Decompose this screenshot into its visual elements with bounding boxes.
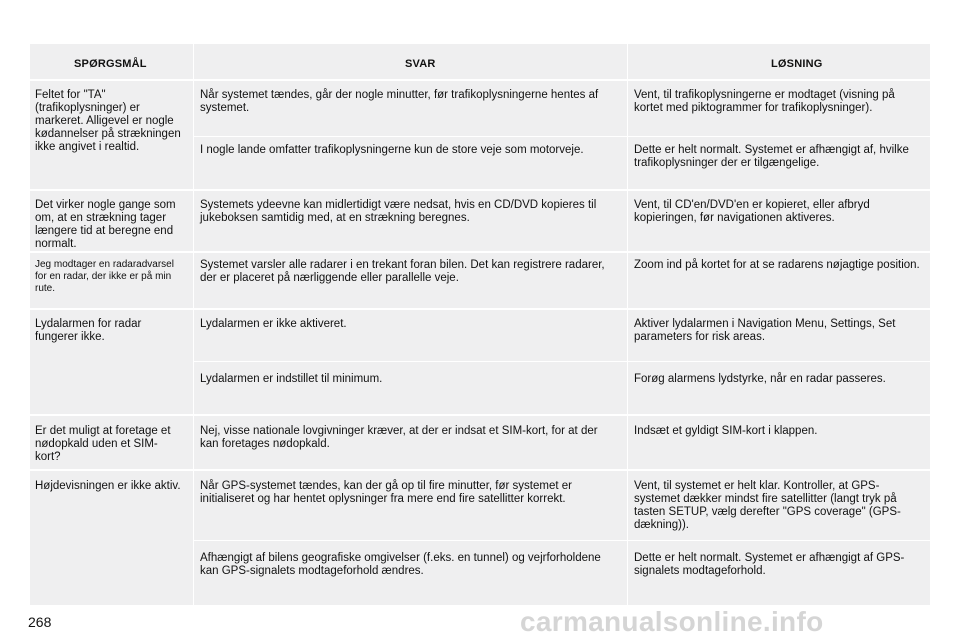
header-answer: SVAR (405, 58, 436, 70)
row-divider (30, 308, 930, 310)
solution-cell: Aktiver lydalarmen i Navigation Menu, Settings, Set parameters for risk areas. (634, 318, 896, 343)
header-solution: LØSNING (771, 58, 823, 70)
question-cell: Det virker nogle gange som om, at en strækning tager længere tid at beregne end normalt. (35, 199, 176, 250)
answer-cell: Lydalarmen er ikke aktiveret. (200, 318, 347, 330)
solution-cell: Forøg alarmens lydstyrke, når en radar passeres. (634, 373, 886, 385)
question-cell: Lydalarmen for radar fungerer ikke. (35, 318, 142, 343)
watermark: carmanualsonline.info (520, 606, 824, 637)
solution-cell: Dette er helt normalt. Systemet er afhængigt af GPS-signalets modtageforhold. (634, 552, 905, 577)
answer-cell: Afhængigt af bilens geografiske omgivelser (f.eks. en tunnel) og vejrforholdene kan GPS-signalets modtageforhold ændres. (200, 552, 601, 577)
question-cell: Er det muligt at foretage et nødopkald uden et SIM-kort? (35, 425, 171, 463)
answer-cell: Nej, visse nationale lovgivninger kræver, at der er indsat et SIM-kort, for at der kan foretages nødopkald. (200, 425, 598, 450)
solution-cell: Vent, til trafikoplysningerne er modtaget (visning på kortet med piktogrammer for trafikoplysninger). (634, 89, 895, 114)
table-header (30, 44, 930, 80)
row-divider (30, 189, 930, 191)
row-divider (30, 251, 930, 253)
answer-cell: Systemet varsler alle radarer i en trekant foran bilen. Det kan registrere radarer, der er placeret på nærliggende eller parallelle veje. (200, 259, 605, 284)
row-divider (30, 79, 930, 81)
page-number: 268 (28, 614, 52, 630)
row-divider (30, 414, 930, 416)
header-question: SPØRGSMÅL (74, 58, 147, 70)
faq-table (30, 44, 930, 605)
solution-cell: Zoom ind på kortet for at se radarens nøjagtige position. (634, 259, 920, 271)
row-divider (30, 469, 930, 471)
answer-cell: Systemets ydeevne kan midlertidigt være nedsat, hvis en CD/DVD kopieres til jukeboksen samtidig med, at en strækning beregnes. (200, 199, 597, 224)
column-divider (627, 44, 628, 605)
question-cell: Højdevisningen er ikke aktiv. (35, 480, 181, 492)
column-divider (193, 44, 194, 605)
answer-cell: Når systemet tændes, går der nogle minutter, før trafikoplysningerne hentes af systemet. (200, 89, 599, 114)
row-divider (194, 136, 930, 137)
solution-cell: Vent, til CD'en/DVD'en er kopieret, eller afbryd kopieringen, før navigationen aktiveres. (634, 199, 870, 224)
question-cell: Feltet for "TA" (trafikoplysninger) er markeret. Alligevel er nogle kødannelser på strækningen ikke angivet i realtid. (35, 89, 181, 153)
row-divider (194, 540, 930, 541)
solution-cell: Indsæt et gyldigt SIM-kort i klappen. (634, 425, 818, 437)
solution-cell: Vent, til systemet er helt klar. Kontroller, at GPS-systemet dækker mindst fire satellitter (langt tryk på tasten SETUP, vælg derefter "GPS coverage" (GPS-dækning)). (634, 480, 901, 531)
answer-cell: Når GPS-systemet tændes, kan der gå op til fire minutter, før systemet er initialiseret og har hentet oplysninger fra mere end fire satellitter korrekt. (200, 480, 572, 505)
row-divider (194, 361, 930, 362)
question-cell: Jeg modtager en radaradvarsel for en radar, der ikke er på min rute. (35, 259, 174, 294)
answer-cell: Lydalarmen er indstillet til minimum. (200, 373, 383, 385)
answer-cell: I nogle lande omfatter trafikoplysningerne kun de store veje som motorveje. (200, 144, 584, 156)
solution-cell: Dette er helt normalt. Systemet er afhængigt af, hvilke trafikoplysninger der er tilgængelige. (634, 144, 909, 169)
